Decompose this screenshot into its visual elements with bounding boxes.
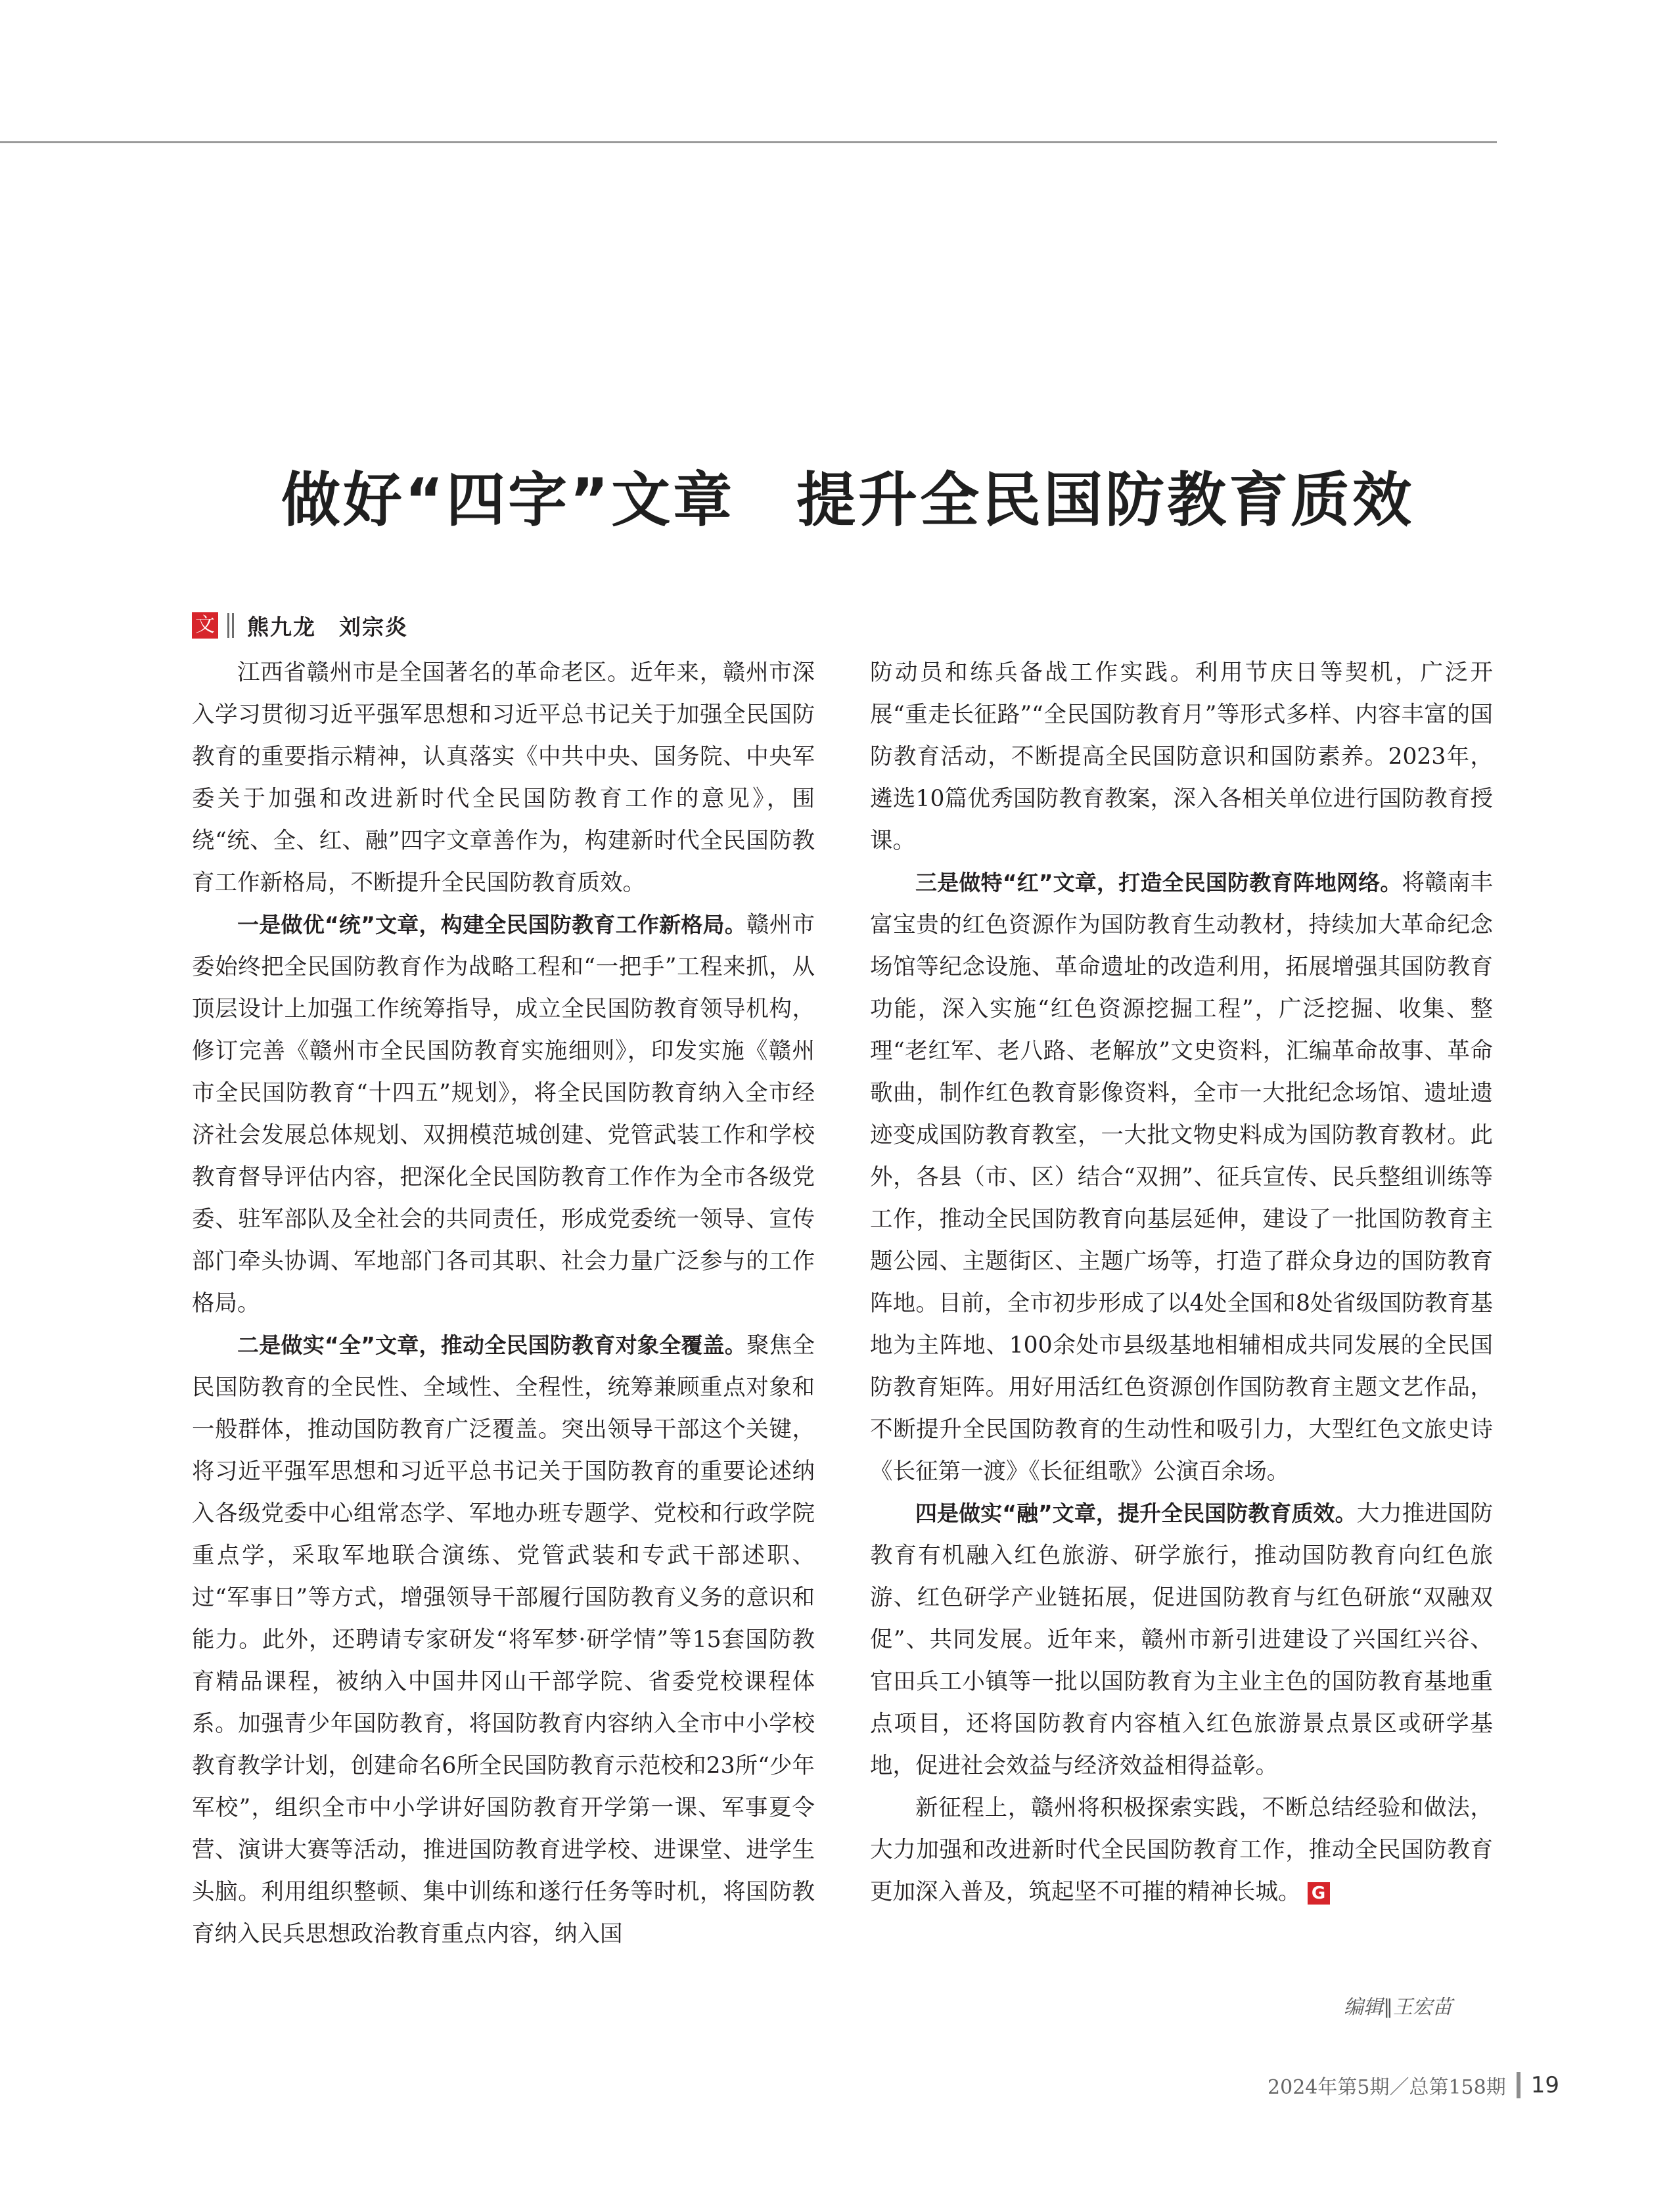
double-bar-separator-icon xyxy=(227,613,234,638)
editor-credit: 编辑∥王宏苗 xyxy=(1344,1996,1452,2019)
section-2-heading: 二是做实“全”文章，推动全民国防教育对象全覆盖。 xyxy=(237,1332,747,1358)
section-2-continued: 防动员和练兵备战工作实践。利用节庆日等契机，广泛开展“重走长征路”“全民国防教育月”等形式多样、内容丰富的国防教育活动，不断提高全民国防意识和国防素养。2023年，遴选10篇优秀国防教育教案，深入各相关单位进行国防教育授课。 xyxy=(870,660,1493,854)
section-1-heading: 一是做优“统”文章，构建全民国防教育工作新格局。 xyxy=(237,912,747,937)
header-rule xyxy=(0,141,1497,143)
author-mark-badge: 文 xyxy=(192,612,218,639)
section-3-text: 将赣南丰富宝贵的红色资源作为国防教育生动教材，持续加大革命纪念场馆等纪念设施、革命遗址的改造利用，拓展增强其国防教育功能，深入实施“红色资源挖掘工程”，广泛挖掘、收集、整理“老红军、老八路、老解放”文史资料，汇编革命故事、革命歌曲，制作红色教育影像资料，全市一大批纪念场馆、遗址遗迹变成国防教育教室，一大批文物史料成为国防教育教材。此外，各县（市、区）结合“双拥”、征兵宣传、民兵整组训练等工作，推动全民国防教育向基层延伸，建设了一批国防教育主题公园、主题街区、主题广场等，打造了群众身边的国防教育阵地。目前，全市初步形成了以4处全国和8处省级国防教育基地为主阵地、100余处市县级基地相辅相成共同发展的全民国防教育矩阵。用好用活红色资源创作国防教育主题文艺作品，不断提升全民国防教育的生动性和吸引力，大型红色文旅史诗《长征第一渡》《长征组歌》公演百余场。 xyxy=(870,870,1494,1485)
section-3-heading: 三是做特“红”文章，打造全民国防教育阵地网络。 xyxy=(915,870,1402,895)
section-2-paragraph xyxy=(192,1324,815,1955)
closing-text: 新征程上，赣州将积极探索实践，不断总结经验和做法，大力加强和改进新时代全民国防教育工作，推动全民国防教育更加深入普及，筑起坚不可摧的精神长城。 xyxy=(870,1795,1493,1905)
section-4-paragraph xyxy=(870,1493,1493,1787)
section-4-heading: 四是做实“融”文章，提升全民国防教育质效。 xyxy=(915,1501,1357,1526)
article-authors: 熊九龙 刘宗炎 xyxy=(247,614,408,640)
section-4-text: 大力推进国防教育有机融入红色旅游、研学旅行，推动国防教育向红色旅游、红色研学产业链拓展，促进国防教育与红色研旅“双融双促”、共同发展。近年来，赣州市新引进建设了兴国红兴谷、官田兵工小镇等一批以国防教育为主业主色的国防教育基地重点项目，还将国防教育内容植入红色旅游景点景区或研学基地，促进社会效益与经济效益相得益彰。 xyxy=(870,1501,1493,1779)
intro-paragraph: 江西省赣州市是全国著名的革命老区。近年来，赣州市深入学习贯彻习近平强军思想和习近平总书记关于加强全民国防教育的重要指示精神，认真落实《中共中央、国务院、中央军委关于加强和改进新时代全民国防教育工作的意见》，围绕“统、全、红、融”四字文章善作为，构建新时代全民国防教育工作新格局，不断提升全民国防教育质效。 xyxy=(192,660,815,896)
page-number: 19 xyxy=(1530,2072,1559,2098)
issue-info: 2024年第5期／总第158期 xyxy=(1268,2076,1506,2099)
column-left xyxy=(192,652,815,1955)
footer-divider xyxy=(1517,2072,1520,2098)
section-3-paragraph xyxy=(870,862,1493,1493)
section-1-paragraph xyxy=(192,904,815,1324)
section-1-text: 赣州市委始终把全民国防教育作为战略工程和“一把手”工程来抓，从顶层设计上加强工作统筹指导，成立全民国防教育领导机构，修订完善《赣州市全民国防教育实施细则》，印发实施《赣州市全民国防教育“十四五”规划》，将全民国防教育纳入全市经济社会发展总体规划、双拥模范城创建、党管武装工作和学校教育督导评估内容，把深化全民国防教育工作作为全市各级党委、驻军部队及全社会的共同责任，形成党委统一领导、宣传部门牵头协调、军地部门各司其职、社会力量广泛参与的工作格局。 xyxy=(192,912,815,1317)
closing-paragraph xyxy=(870,1787,1493,1913)
article-title: 做好“四字”文章 提升全民国防教育质效 xyxy=(281,466,1415,535)
page-footer xyxy=(1268,2071,1559,2100)
column-right xyxy=(870,652,1493,1913)
byline xyxy=(192,611,408,640)
section-2-text: 聚焦全民国防教育的全民性、全域性、全程性，统筹兼顾重点对象和一般群体，推动国防教育广泛覆盖。突出领导干部这个关键，将习近平强军思想和习近平总书记关于国防教育的重要论述纳入各级党委中心组常态学、军地办班专题学、党校和行政学院重点学，采取军地联合演练、党管武装和专武干部述职、过“军事日”等方式，增强领导干部履行国防教育义务的意识和能力。此外，还聘请专家研发“将军梦·研学情”等15套国防教育精品课程，被纳入中国井冈山干部学院、省委党校课程体系。加强青少年国防教育，将国防教育内容纳入全市中小学校教育教学计划，创建命名6所全民国防教育示范校和23所“少年军校”，组织全市中小学讲好国防教育开学第一课、军事夏令营、演讲大赛等活动，推进国防教育进学校、进课堂、进学生头脑。利用组织整顿、集中训练和遂行任务等时机，将国防教育纳入民兵思想政治教育重点内容，纳入国 xyxy=(192,1332,815,1947)
end-of-article-icon: G xyxy=(1308,1882,1330,1905)
